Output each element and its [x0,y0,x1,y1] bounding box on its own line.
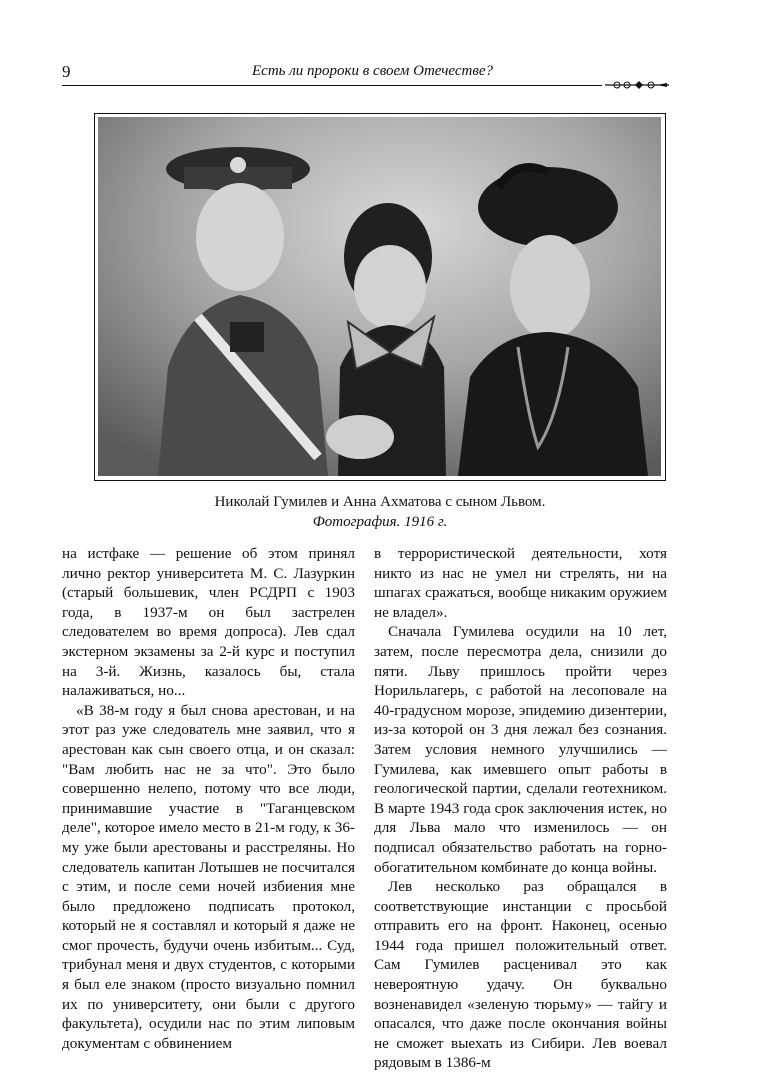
ornament-icon [605,78,669,92]
figure-caption-title: Николай Гумилев и Анна Ахматова с сыном Львом. [214,494,546,510]
page-header [62,62,668,92]
running-title: Есть ли пророки в своем Отечестве? [252,63,494,79]
paragraph: Лев несколько раз обращался в соответствующие инстанции с просьбой отправить его на фронт. Наконец, осенью 1944 года пришел положительный ответ. Сам Гумилев расценивал это как невероятную удачу. Он буквально возненавидел «зеленую тюрьму» — тайгу и опасался, что даже после окончания войны не сможет выехать из Сибири. Лев воевал рядовым в 1386-м [374,878,667,1072]
text-column-left [62,544,355,1053]
paragraph: «В 38-м году я был снова арестован, и на этот раз уже следователь мне заявил, что я арестован как сын своего отца, и он сказал: "Вам любить нас не за что". Это было совершенно нелепо, потому что все люди, принимавшие участие в "Таганцевском деле", которое имело место в 21-м году, к 36-му уже были арестованы и расстреляны. Но следователь капитан Лотышев не посчитался с этим, и после семи ночей избиения мне было предложено подписать протокол, который не я составлял и который я даже не смог прочесть, будучи очень избитым... Суд, трибунал меня и двух студентов, с которыми я был еле знаком (просто визуально помнил их по университету, они были с другого факультета), осудили нас по этим липовым документам с обвинением [62,701,355,1052]
text-column-right [374,544,667,1073]
paragraph: Сначала Гумилева осудили на 10 лет, затем, после пересмотра дела, снизили до пяти. Льву пришлось пройти через Норильлагерь, с работой на лесоповале на 40-градусном морозе, эпидемию дизентерии, из-за которой он 3 дня лежал без сознания. Затем условия немного улучшились — Гумилева, как имевшего опыт работы в геологической партии, сделали геотехником. В марте 1943 года срок заключения истек, но для Льва мало что изменилось — он подписал обязательство работать на горно-обогатительном комбинате до конца войны. [374,623,667,876]
page-number: 9 [62,62,71,81]
paragraph: на истфаке — решение об этом принял лично ректор университета М. С. Лазуркин (старый большевик, член РСДРП с 1903 года, в 1937-м он был застрелен следователем во время допроса). Лев сдал экстерном экзамены за 2-й курс и поступил на 3-й. Жизнь, казалось бы, стала налаживаться, но... [62,545,355,700]
family-portrait-image [98,117,661,476]
portrait-illustration [98,117,661,476]
photograph [94,113,666,481]
header-rule [62,85,602,86]
figure-caption-date: Фотография. 1916 г. [312,514,448,530]
paragraph: в террористической деятельности, хотя никто из нас не умел ни стрелять, ни на шпагах сражаться, вообще никаким оружием не владел». [374,545,667,621]
